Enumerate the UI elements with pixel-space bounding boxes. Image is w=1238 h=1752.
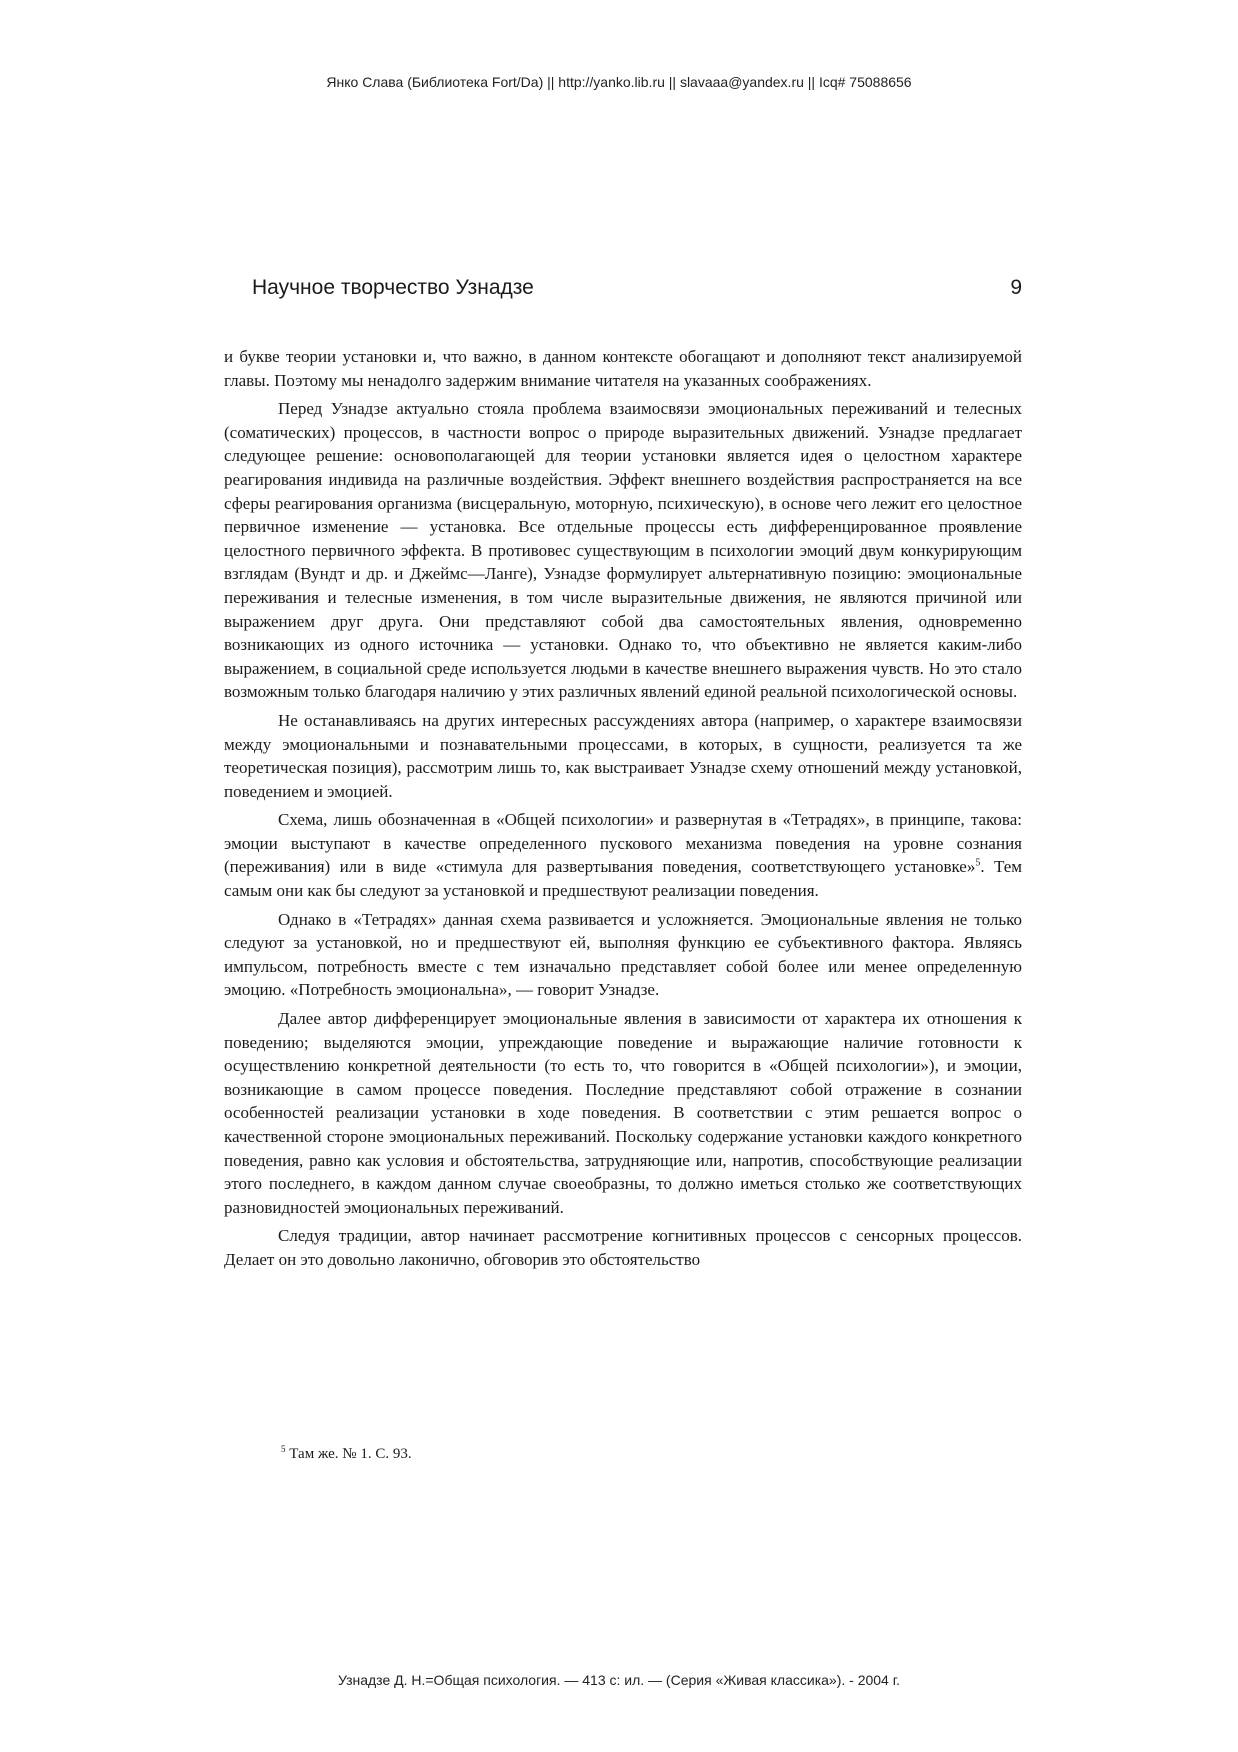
paragraph-4-text: Схема, лишь обозначенная в «Общей психологии» и развернутая в «Тетрадях», в принципе, такова: эмоции выступают в качестве определенного пускового механизма поведения на уровне сознания (переживания) или в виде «стимула для развертывания поведения, соответствующего установке» [224,810,1022,877]
paragraph-3: Не останавливаясь на других интересных рассуждениях автора (например, о характере взаимосвязи между эмоциональными и познавательными процессами, в которых, в сущности, реализуется та же теоретическая позиция), рассмотрим лишь то, как выстраивает Узнадзе схему отношений между установкой, поведением и эмоцией. [224,710,1022,801]
footnote-text: Там же. № 1. С. 93. [289,1446,412,1462]
footnote-number: 5 [281,1444,286,1454]
chapter-title: Научное творчество Узнадзе [252,276,534,299]
running-head [252,276,1022,300]
body-text [224,345,1022,1277]
paragraph-4 [224,808,1022,902]
paragraph-6: Далее автор дифференцирует эмоциональные явления в зависимости от характера их отношения к поведению; выделяются эмоции, упреждающие поведение и выражающие наличие готовности к осуществлению конкретной деятельности (то есть то, что говорится в «Общей психологии»), и эмоции, возникающие в самом процессе поведения. Последние представляют собой отражение в сознании особенностей реализации установки в ходе поведения. В соответствии с этим решается вопрос о качественной стороне эмоциональных переживаний. Поскольку содержание установки каждого конкретного поведения, равно как условия и обстоятельства, затрудняющие или, напротив, способствующие реализации этого последнего, в каждом данном случае своеобразны, то должно иметься столько же соответствующих разновидностей эмоциональных переживаний. [224,1009,1022,1217]
paragraph-2: Перед Узнадзе актуально стояла проблема взаимосвязи эмоциональных переживаний и телесных (соматических) процессов, в частности вопрос о природе выразительных движений. Узнадзе предлагает следующее решение: основополагающей для теории установки является идея о целостном характере реагирования индивида на различные воздействия. Эффект внешнего воздействия распространяется на все сферы реагирования организма (висцеральную, моторную, психическую), в основе чего лежит его целостное первичное изменение — установка. Все отдельные процессы есть дифференцированное проявление целостного первичного эффекта. В противовес существующим в психологии эмоций двум конкурирующим взглядам (Вундт и др. и Джеймс—Ланге), Узнадзе формулирует альтернативную позицию: эмоциональные переживания и телесные изменения, в том числе выразительные движения, не являются причиной или выражением друг друга. Они представляют собой два самостоятельных явления, одновременно возникающих из одного источника — установки. Однако то, что объективно не является каким-либо выражением, в социальной среде используется людьми в качестве внешнего выражения чувств. Но это стало возможным только благодаря наличию у этих различных явлений единой реальной психологической основы. [224,399,1022,702]
page-number: 9 [1010,276,1022,299]
paragraph-1: и букве теории установки и, что важно, в данном контексте обогащают и дополняют текст анализируемой главы. Поэтому мы ненадолго задержим внимание читателя на указанных соображениях. [224,347,1022,390]
footnote-reference: 5 [975,857,981,869]
paragraph-7: Следуя традиции, автор начинает рассмотрение когнитивных процессов с сенсорных процессов. Делает он это довольно лаконично, обговорив это обстоятельство [224,1226,1022,1269]
citation-footer: Узнадзе Д. Н.=Общая психология. — 413 с: ил. — (Серия «Живая классика»). - 2004 г. [337,1672,901,1688]
paragraph-5: Однако в «Тетрадях» данная схема развивается и усложняется. Эмоциональные явления не только следуют за установкой, но и предшествуют ей, выполняя функцию ее субъективного фактора. Являясь импульсом, потребность вместе с тем изначально представляет собой более или менее определенную эмоцию. «Потребность эмоциональна», — говорит Узнадзе. [224,909,1022,1000]
paragraph-4-tail: . Тем самым они как бы следуют за установкой и предшествуют реализации поведения. [224,857,1022,901]
source-header: Янко Слава (Библиотека Fort/Da) || http://yanko.lib.ru || slavaaa@yandex.ru || Icq# 75088656 [326,74,912,90]
footnote [281,1446,412,1463]
